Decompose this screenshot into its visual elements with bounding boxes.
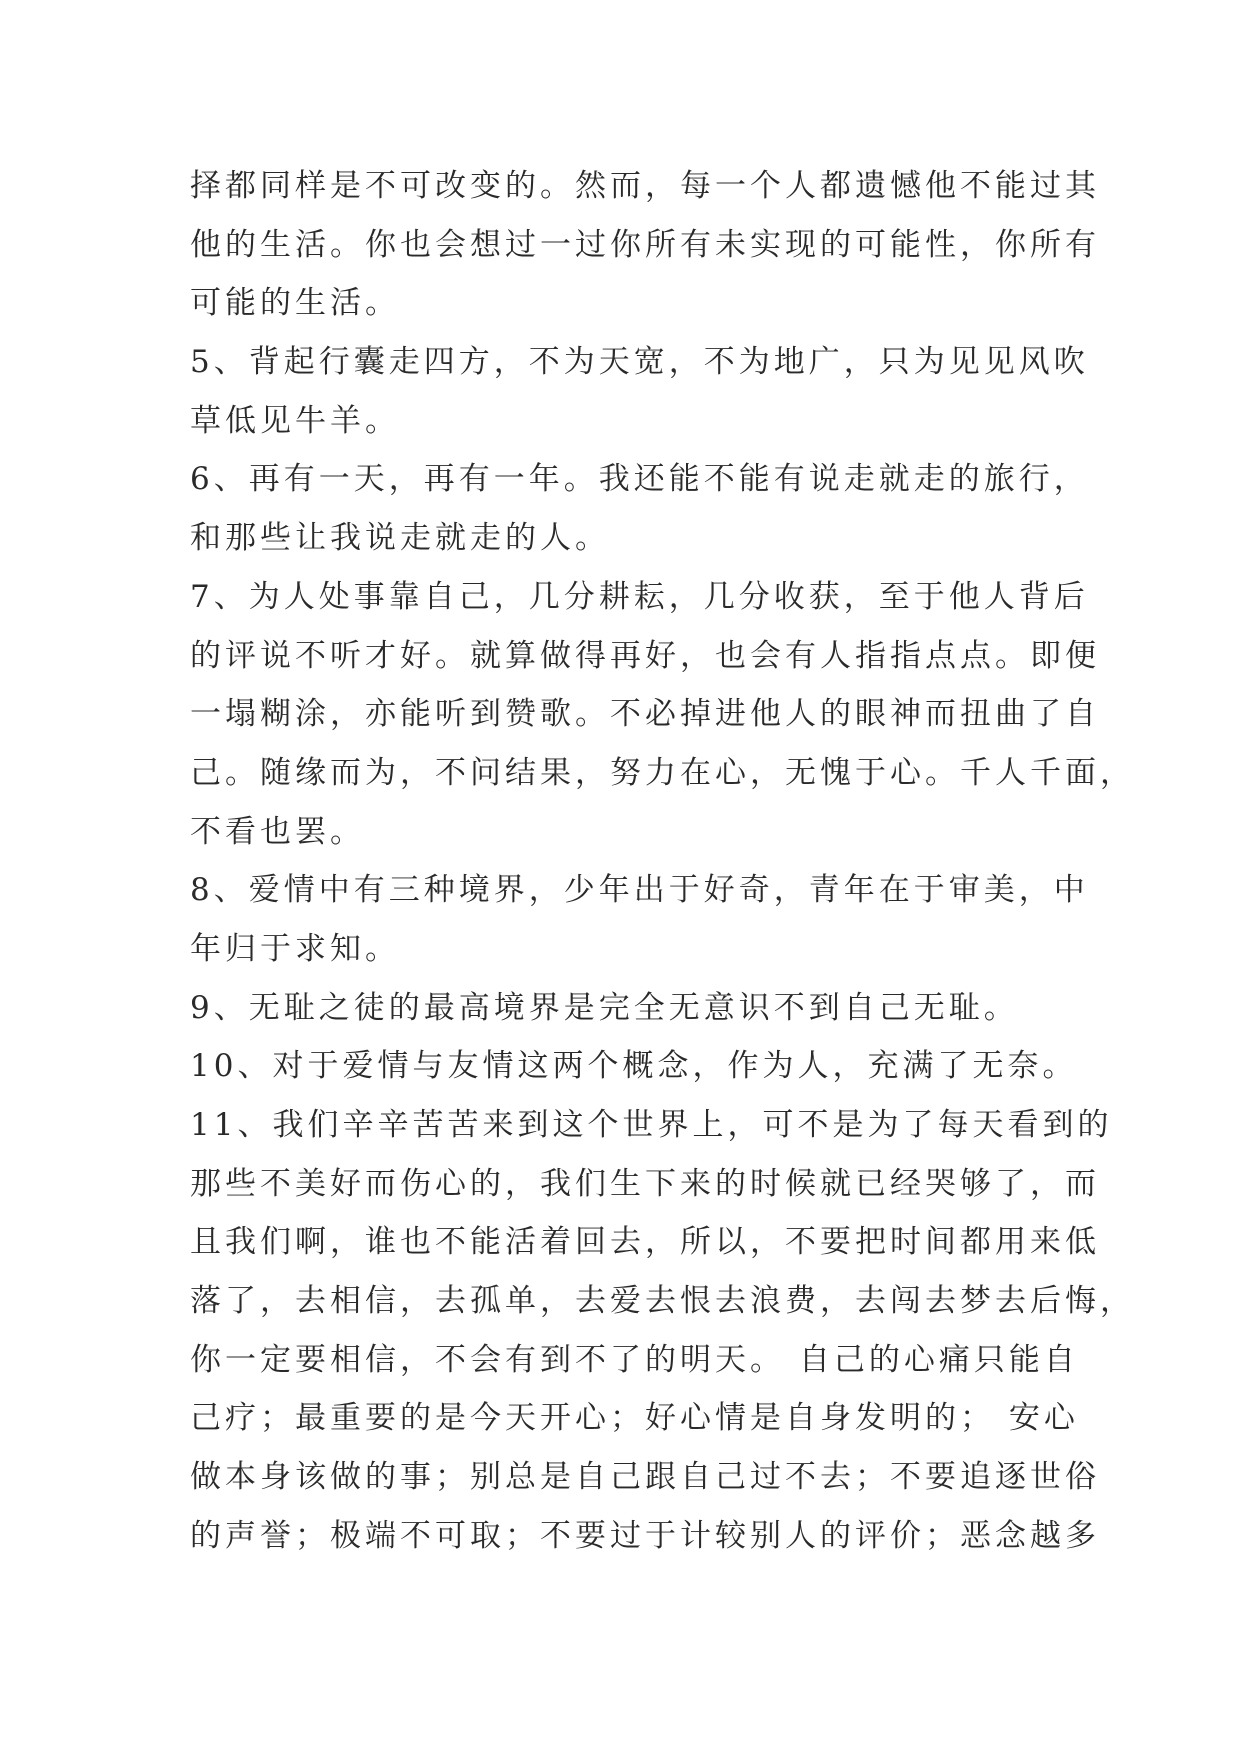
text-line: 10、对于爱情与友情这两个概念，作为人，充满了无奈。 xyxy=(190,1048,1078,1085)
text-line: 己疗；最重要的是今天开心；好心情是自身发明的； 安心 xyxy=(190,1400,1079,1437)
text-line: 5、背起行囊走四方，不为天宽，不为地广，只为见见风吹 xyxy=(190,344,1089,381)
text-line: 6、再有一天，再有一年。我还能不能有说走就走的旅行， xyxy=(190,461,1089,498)
text-line: 和那些让我说走就走的人。 xyxy=(190,520,610,557)
text-line: 9、无耻之徒的最高境界是完全无意识不到自己无耻。 xyxy=(190,989,1019,1026)
text-line: 做本身该做的事；别总是自己跟自己过不去；不要追逐世俗 xyxy=(190,1459,1100,1496)
text-line: 草低见牛羊。 xyxy=(190,402,400,439)
text-line: 那些不美好而伤心的，我们生下来的时候就已经哭够了，而 xyxy=(190,1165,1100,1202)
text-line: 的声誉；极端不可取；不要过于计较别人的评价；恶念越多 xyxy=(190,1517,1100,1554)
text-line: 你一定要相信，不会有到不了的明天。 自己的心痛只能自 xyxy=(190,1341,1079,1378)
text-line: 落了，去相信，去孤单，去爱去恨去浪费，去闯去梦去后悔， xyxy=(190,1283,1135,1320)
text-line: 7、为人处事靠自己，几分耕耘，几分收获，至于他人背后 xyxy=(190,578,1089,615)
text-line: 年归于求知。 xyxy=(190,930,400,967)
text-line: 且我们啊，谁也不能活着回去，所以，不要把时间都用来低 xyxy=(190,1224,1100,1261)
text-line: 11、我们辛辛苦苦来到这个世界上，可不是为了每天看到的 xyxy=(190,1107,1113,1143)
text-line: 8、爱情中有三种境界，少年出于好奇，青年在于审美，中 xyxy=(190,872,1089,909)
text-line: 择都同样是不可改变的。然而，每一个人都遗憾他不能过其 xyxy=(190,168,1100,204)
text-line: 的评说不听才好。就算做得再好，也会有人指指点点。即便 xyxy=(190,637,1100,674)
text-line: 己。随缘而为，不问结果，努力在心，无愧于心。千人千面， xyxy=(190,754,1135,791)
text-line: 可能的生活。 xyxy=(190,285,400,322)
text-line: 一塌糊涂，亦能听到赞歌。不必掉进他人的眼神而扭曲了自 xyxy=(190,696,1100,733)
body-text xyxy=(190,161,1135,1570)
text-line: 不看也罢。 xyxy=(190,813,365,850)
text-line: 他的生活。你也会想过一过你所有未实现的可能性，你所有 xyxy=(190,226,1100,263)
